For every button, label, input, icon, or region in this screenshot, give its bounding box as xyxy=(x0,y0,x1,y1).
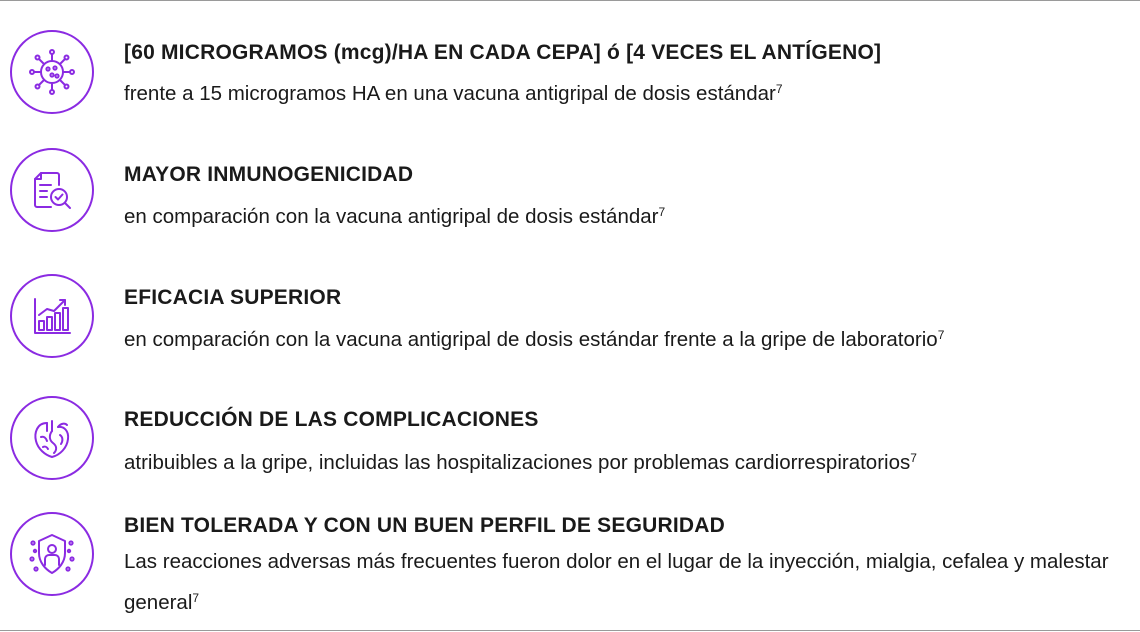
heart-icon xyxy=(10,396,94,480)
benefit-description-text: frente a 15 microgramos HA en una vacuna antigripal de dosis estándar xyxy=(124,82,776,105)
benefit-description xyxy=(124,440,1124,481)
footnote-ref: 7 xyxy=(775,82,783,96)
benefit-description-text: Las reacciones adversas más frecuentes fueron dolor en el lugar de la inyección, mialgia, cefalea y malestar general xyxy=(124,550,1109,614)
document-check-icon xyxy=(10,148,94,232)
bottom-divider xyxy=(0,630,1140,631)
benefit-description xyxy=(124,71,1124,112)
footnote-ref: 7 xyxy=(910,451,917,465)
virus-icon xyxy=(10,30,94,114)
footnote-ref: 7 xyxy=(192,591,200,605)
benefit-title: [60 MICROGRAMOS (mcg)/HA EN CADA CEPA] ó [4 VECES EL ANTÍGENO] xyxy=(124,41,882,64)
footnote-ref: 7 xyxy=(658,205,666,219)
top-divider xyxy=(0,0,1140,1)
benefit-title: BIEN TOLERADA Y CON UN BUEN PERFIL DE SEGURIDAD xyxy=(124,514,725,537)
benefit-title: EFICACIA SUPERIOR xyxy=(124,286,342,309)
shield-person-icon xyxy=(10,512,94,596)
benefit-description-text: en comparación con la vacuna antigripal de dosis estándar xyxy=(124,205,659,228)
benefit-title: MAYOR INMUNOGENICIDAD xyxy=(124,163,414,186)
benefit-description xyxy=(124,317,1124,358)
footnote-ref: 7 xyxy=(937,328,945,342)
benefit-description xyxy=(124,194,1124,235)
benefit-title: REDUCCIÓN DE LAS COMPLICACIONES xyxy=(124,408,539,431)
benefit-description-text: en comparación con la vacuna antigripal de dosis estándar frente a la gripe de laboratorio xyxy=(124,328,938,351)
benefit-description-text: atribuibles a la gripe, incluidas las hospitalizaciones por problemas cardiorrespiratorios xyxy=(124,451,911,474)
benefit-description xyxy=(124,543,1124,621)
bar-chart-icon xyxy=(10,274,94,358)
